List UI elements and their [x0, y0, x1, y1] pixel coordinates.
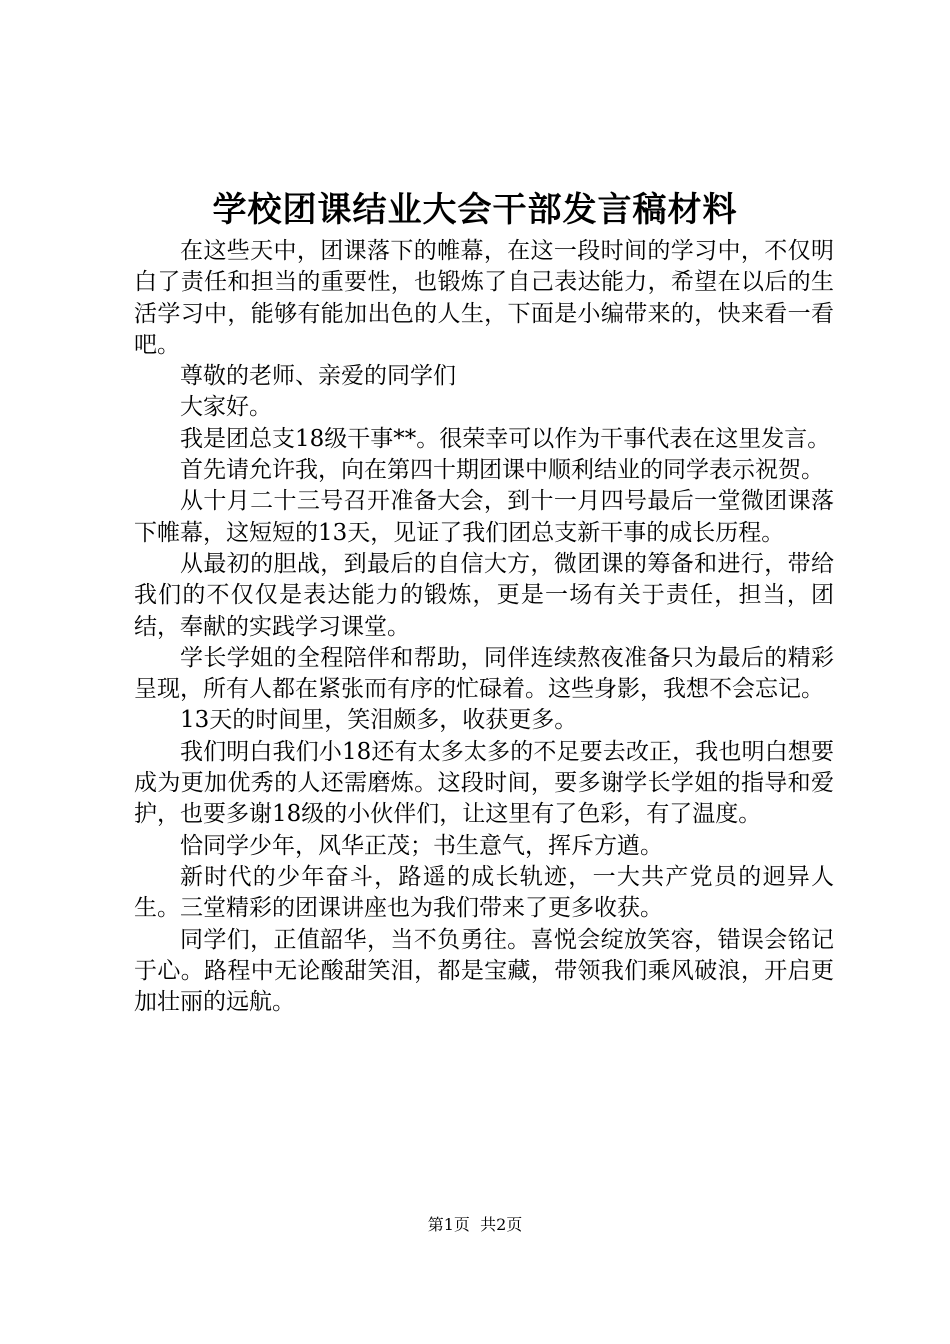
paragraph-congratulations: 首先请允许我，向在第四十期团课中顺利结业的同学表示祝贺。: [180, 457, 824, 484]
paragraph-companionship: 学长学姐的全程陪伴和帮助，同伴连续熬夜准备只为最后的精彩呈现，所有人都在紧张而有序的忙碌着。这些身影，我想不会忘记。: [134, 644, 834, 703]
paragraph-poem: 恰同学少年，风华正茂；书生意气，挥斥方遒。: [180, 832, 663, 859]
paragraph-growth: 从最初的胆战，到最后的自信大方，微团课的筹备和进行，带给我们的不仅仅是表达能力的锻炼，更是一场有关于责任，担当，团结，奉献的实践学习课堂。: [134, 550, 834, 640]
document-title: 学校团课结业大会干部发言稿材料: [212, 190, 738, 230]
paragraph-gratitude: 我们明白我们小18还有太多太多的不足要去改正，我也明白想要成为更加优秀的人还需磨炼。这段时间，要多谢学长学姐的指导和爱护，也要多谢18级的小伙伴们，让这里有了色彩，有了温度。: [134, 738, 834, 828]
paragraph-greeting: 大家好。: [180, 394, 272, 421]
paragraph-timeline: 从十月二十三号召开准备大会，到十一月四号最后一堂微团课落下帷幕，这短短的13天，见证了我们团总支新干事的成长历程。: [134, 488, 834, 546]
paragraph-lectures: 新时代的少年奋斗，路遥的成长轨迹，一大共产党员的迥异人生。三堂精彩的团课讲座也为我们带来了更多收获。: [134, 863, 834, 922]
document-body: [134, 236, 834, 1018]
page-number-footer: 第1页 共2页: [427, 1215, 523, 1234]
paragraph-harvest: 13天的时间里，笑泪颇多，收获更多。: [180, 707, 578, 734]
paragraph-self-introduction: 我是团总支18级干事**。很荣幸可以作为干事代表在这里发言。: [180, 425, 831, 452]
paragraph-intro: 在这些天中，团课落下的帷幕，在这一段时间的学习中，不仅明白了责任和担当的重要性，也锻炼了自己表达能力，希望在以后的生活学习中，能够有能加出色的人生，下面是小编带来的，快来看一看吧。: [134, 238, 834, 358]
paragraph-closing: 同学们，正值韶华，当不负勇往。喜悦会绽放笑容，错误会铭记于心。路程中无论酸甜笑泪，都是宝藏，带领我们乘风破浪，开启更加壮丽的远航。: [134, 926, 834, 1016]
paragraph-salutation: 尊敬的老师、亲爱的同学们: [180, 363, 456, 390]
